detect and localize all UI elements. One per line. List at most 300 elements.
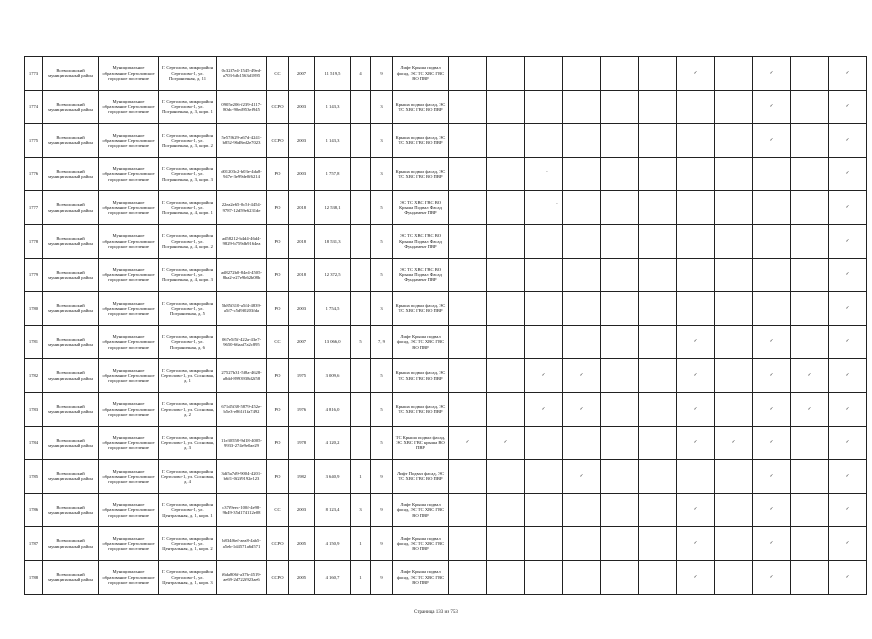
cell-check-6 bbox=[639, 57, 677, 91]
cell-entrances bbox=[351, 426, 371, 460]
cell-row-number: 1773 bbox=[25, 57, 43, 91]
cell-area: 1 757,8 bbox=[315, 157, 351, 191]
check-icon: ✓ bbox=[579, 373, 584, 379]
cell-check-5 bbox=[601, 325, 639, 359]
cell-works: Крыша подвал фасад, ЭС ТС ХВС ГВС ВО ПВР bbox=[393, 157, 449, 191]
cell-check-4 bbox=[563, 460, 601, 494]
cell-entrances: 5 bbox=[351, 325, 371, 359]
cell-works: Лифт Подвал фасад, ЭС ТС ХВС ГВС ВО ПВР bbox=[393, 460, 449, 494]
cell-check-8 bbox=[715, 191, 753, 225]
cell-year: 1978 bbox=[289, 426, 315, 460]
cell-check-11 bbox=[829, 157, 867, 191]
cell-guid: 0c32f7e4-1545-49ed-a703-bfb1563d1895 bbox=[217, 57, 267, 91]
cell-check-9 bbox=[753, 325, 791, 359]
cell-check-5 bbox=[601, 527, 639, 561]
cell-check-11 bbox=[829, 527, 867, 561]
cell-check-7 bbox=[677, 90, 715, 124]
cell-row-number: 1784 bbox=[25, 426, 43, 460]
cell-works: Лифт Крыша подвал фасад, ЭС ТС ХВС ГВС ВО ПВР bbox=[393, 527, 449, 561]
check-icon: ✓ bbox=[769, 507, 774, 513]
cell-year: 2003 bbox=[289, 124, 315, 158]
cell-check-4 bbox=[563, 325, 601, 359]
cell-settlement: Муниципальное образование Сертоловское городское поселение bbox=[99, 90, 159, 124]
cell-check-7 bbox=[677, 493, 715, 527]
cell-check-8 bbox=[715, 90, 753, 124]
cell-works: Крыша подвал фасад, ЭС ТС ХВС ГВС ВО ПВР bbox=[393, 392, 449, 426]
cell-area: 12 538,1 bbox=[315, 191, 351, 225]
cell-address: Г. Сертолово, микрорайон Сертолово-1, ул. Сосновая, д. 4 bbox=[159, 460, 217, 494]
cell-settlement: Муниципальное образование Сертоловское городское поселение bbox=[99, 560, 159, 594]
cell-settlement: Муниципальное образование Сертоловское городское поселение bbox=[99, 124, 159, 158]
check-icon: ✓ bbox=[845, 104, 850, 110]
cell-row-number: 1786 bbox=[25, 493, 43, 527]
cell-check-8 bbox=[715, 292, 753, 326]
cell-check-3 bbox=[525, 493, 563, 527]
check-icon: ✓ bbox=[845, 541, 850, 546]
check-icon: ✓ bbox=[693, 574, 698, 580]
check-icon: ✓ bbox=[845, 238, 850, 244]
cell-check-6 bbox=[639, 224, 677, 258]
cell-check-2 bbox=[487, 224, 525, 258]
cell-check-3 bbox=[525, 292, 563, 326]
cell-district: Всеволожский муниципальный район bbox=[43, 325, 99, 359]
cell-floors: 5 bbox=[371, 191, 393, 225]
cell-settlement: Муниципальное образование Сертоловское городское поселение bbox=[99, 426, 159, 460]
cell-entrances: 1 bbox=[351, 560, 371, 594]
cell-check-7 bbox=[677, 460, 715, 494]
cell-check-8 bbox=[715, 57, 753, 91]
check-icon: ✓ bbox=[465, 440, 470, 446]
cell-district: Всеволожский муниципальный район bbox=[43, 292, 99, 326]
cell-check-5 bbox=[601, 359, 639, 393]
cell-address: Г. Сертолово, микрорайон Сертолово-1, ул. Центральная, д. 1, корп. 1 bbox=[159, 493, 217, 527]
cell-row-number: 1781 bbox=[25, 325, 43, 359]
table-row bbox=[25, 191, 867, 225]
cell-works: Крыша подвал фасад, ЭС ТС ХВС ГВС ВО ПВР bbox=[393, 124, 449, 158]
cell-year: 2003 bbox=[289, 157, 315, 191]
cell-district: Всеволожский муниципальный район bbox=[43, 124, 99, 158]
cell-check-5 bbox=[601, 57, 639, 91]
cell-works: ЭС ТС ХВС ГВС ВО Крыша Подвал Фасад Фундамент ПВР bbox=[393, 224, 449, 258]
cell-check-2 bbox=[487, 258, 525, 292]
cell-check-6 bbox=[639, 426, 677, 460]
cell-guid: 671d5f38-5879-452e-b5e3-e861f1fa7492 bbox=[217, 392, 267, 426]
cell-check-10 bbox=[791, 527, 829, 561]
table-row bbox=[25, 527, 867, 561]
cell-check-5 bbox=[601, 426, 639, 460]
dash-mark: - bbox=[546, 169, 548, 175]
cell-row-number: 1782 bbox=[25, 359, 43, 393]
cell-check-6 bbox=[639, 527, 677, 561]
cell-row-number: 1774 bbox=[25, 90, 43, 124]
check-icon: ✓ bbox=[845, 507, 850, 513]
cell-check-11 bbox=[829, 191, 867, 225]
check-icon: ✓ bbox=[807, 373, 812, 379]
cell-year: 2005 bbox=[289, 560, 315, 594]
cell-check-4 bbox=[563, 493, 601, 527]
cell-floors: 5 bbox=[371, 359, 393, 393]
cell-floors: 3 bbox=[371, 124, 393, 158]
cell-check-4 bbox=[563, 426, 601, 460]
cell-settlement: Муниципальное образование Сертоловское городское поселение bbox=[99, 325, 159, 359]
cell-check-1 bbox=[449, 493, 487, 527]
check-icon: ✓ bbox=[503, 440, 508, 446]
cell-check-5 bbox=[601, 493, 639, 527]
cell-check-5 bbox=[601, 191, 639, 225]
cell-row-number: 1779 bbox=[25, 258, 43, 292]
cell-check-7 bbox=[677, 426, 715, 460]
cell-check-9 bbox=[753, 392, 791, 426]
cell-entrances bbox=[351, 292, 371, 326]
cell-address: Г. Сертолово, микрорайон Сертолово-1, ул. Пограничная, д. 4, корп. 2 bbox=[159, 224, 217, 258]
cell-floors: 3 bbox=[371, 292, 393, 326]
cell-check-5 bbox=[601, 258, 639, 292]
check-icon: ✓ bbox=[693, 541, 698, 546]
check-icon: ✓ bbox=[845, 373, 850, 379]
cell-district: Всеволожский муниципальный район bbox=[43, 191, 99, 225]
cell-address: Г. Сертолово, микрорайон Сертолово-1, ул. Сосновая, д. 3 bbox=[159, 426, 217, 460]
cell-check-9 bbox=[753, 493, 791, 527]
cell-entrances bbox=[351, 90, 371, 124]
check-icon: ✓ bbox=[579, 473, 584, 479]
cell-check-9 bbox=[753, 527, 791, 561]
cell-check-1 bbox=[449, 224, 487, 258]
cell-check-6 bbox=[639, 359, 677, 393]
cell-check-11 bbox=[829, 426, 867, 460]
cell-check-3 bbox=[525, 224, 563, 258]
dash-mark: - bbox=[556, 201, 558, 207]
check-icon: ✓ bbox=[845, 339, 850, 345]
cell-area: 3 640,9 bbox=[315, 460, 351, 494]
cell-area: 13 066,0 bbox=[315, 325, 351, 359]
table-row bbox=[25, 493, 867, 527]
cell-check-11 bbox=[829, 292, 867, 326]
cell-address: Г. Сертолово, микрорайон Сертолово-1, ул. Пограничная, д. 6 bbox=[159, 325, 217, 359]
cell-area: 18 531,3 bbox=[315, 224, 351, 258]
cell-check-10 bbox=[791, 90, 829, 124]
cell-works: Лифт Крыша подвал фасад, ЭС ТС ХВС ГВС ВО ПВР bbox=[393, 560, 449, 594]
cell-check-2 bbox=[487, 157, 525, 191]
cell-settlement: Муниципальное образование Сертоловское городское поселение bbox=[99, 392, 159, 426]
cell-check-3 bbox=[525, 527, 563, 561]
cell-check-11 bbox=[829, 258, 867, 292]
table-row bbox=[25, 57, 867, 91]
cell-check-7 bbox=[677, 258, 715, 292]
cell-check-6 bbox=[639, 90, 677, 124]
cell-settlement: Муниципальное образование Сертоловское городское поселение bbox=[99, 191, 159, 225]
cell-floors: 5 bbox=[371, 392, 393, 426]
check-icon: ✓ bbox=[845, 406, 850, 412]
cell-works: Лифт Крыша подвал фасад, ЭС ТС ХВС ГВС ВО ПВР bbox=[393, 57, 449, 91]
cell-check-4 bbox=[563, 560, 601, 594]
table-row bbox=[25, 90, 867, 124]
cell-area: 1 143,3 bbox=[315, 90, 351, 124]
cell-check-5 bbox=[601, 460, 639, 494]
cell-check-1 bbox=[449, 325, 487, 359]
check-icon: ✓ bbox=[845, 440, 850, 446]
cell-row-number: 1787 bbox=[25, 527, 43, 561]
cell-entrances: 4 bbox=[351, 57, 371, 91]
cell-entrances bbox=[351, 224, 371, 258]
cell-ownership-type: РО bbox=[267, 191, 289, 225]
cell-check-10 bbox=[791, 57, 829, 91]
cell-area: 4 120,2 bbox=[315, 426, 351, 460]
cell-area: 4 160,7 bbox=[315, 560, 351, 594]
cell-check-11 bbox=[829, 224, 867, 258]
cell-entrances: 3 bbox=[351, 493, 371, 527]
cell-ownership-type: РО bbox=[267, 359, 289, 393]
cell-check-2 bbox=[487, 124, 525, 158]
cell-check-10 bbox=[791, 224, 829, 258]
cell-check-9 bbox=[753, 224, 791, 258]
cell-guid: d01203c2-b03e-4da8-947e-3e99de0f6214 bbox=[217, 157, 267, 191]
cell-check-1 bbox=[449, 191, 487, 225]
check-icon: ✓ bbox=[769, 406, 774, 412]
cell-row-number: 1783 bbox=[25, 392, 43, 426]
cell-works: Крыша подвал фасад, ЭС ТС ХВС ГВС ВО ПВР bbox=[393, 90, 449, 124]
cell-address: Г. Сертолово, микрорайон Сертолово-1, ул. Центральная, д. 1, корп. 3 bbox=[159, 560, 217, 594]
cell-entrances: 1 bbox=[351, 527, 371, 561]
cell-row-number: 1777 bbox=[25, 191, 43, 225]
cell-works: ЭС ТС ХВС ГВС ВО Крыша Подвал Фасад Фундамент ПВР bbox=[393, 258, 449, 292]
cell-check-8 bbox=[715, 460, 753, 494]
cell-check-9 bbox=[753, 90, 791, 124]
cell-settlement: Муниципальное образование Сертоловское городское поселение bbox=[99, 460, 159, 494]
cell-check-5 bbox=[601, 90, 639, 124]
cell-row-number: 1778 bbox=[25, 224, 43, 258]
cell-check-4 bbox=[563, 157, 601, 191]
cell-check-5 bbox=[601, 560, 639, 594]
cell-check-10 bbox=[791, 325, 829, 359]
cell-check-9 bbox=[753, 157, 791, 191]
cell-check-1 bbox=[449, 258, 487, 292]
cell-check-5 bbox=[601, 124, 639, 158]
check-icon: ✓ bbox=[845, 171, 850, 177]
cell-check-2 bbox=[487, 359, 525, 393]
cell-guid: 0905e206-f239-4117-80dc-90ed953ef945 bbox=[217, 90, 267, 124]
cell-district: Всеволожский муниципальный район bbox=[43, 493, 99, 527]
cell-check-3 bbox=[525, 325, 563, 359]
cell-address: Г. Сертолово, микрорайон Сертолово-1, ул. Пограничная, д. 11 bbox=[159, 57, 217, 91]
cell-check-4 bbox=[563, 292, 601, 326]
cell-year: 2007 bbox=[289, 57, 315, 91]
check-icon: ✓ bbox=[769, 104, 774, 110]
cell-check-8 bbox=[715, 224, 753, 258]
cell-check-3 bbox=[525, 157, 563, 191]
cell-works: Крыша подвал фасад, ЭС ТС ХВС ГВС ВО ПВР bbox=[393, 359, 449, 393]
check-icon: ✓ bbox=[769, 137, 774, 143]
cell-check-4 bbox=[563, 57, 601, 91]
cell-check-3 bbox=[525, 90, 563, 124]
cell-check-2 bbox=[487, 392, 525, 426]
cell-check-2 bbox=[487, 90, 525, 124]
check-icon: ✓ bbox=[769, 574, 774, 580]
cell-entrances bbox=[351, 392, 371, 426]
cell-check-7 bbox=[677, 527, 715, 561]
cell-floors: 9 bbox=[371, 493, 393, 527]
cell-check-10 bbox=[791, 191, 829, 225]
cell-check-1 bbox=[449, 359, 487, 393]
cell-check-2 bbox=[487, 493, 525, 527]
cell-check-4 bbox=[563, 392, 601, 426]
cell-check-8 bbox=[715, 426, 753, 460]
cell-address: Г. Сертолово, микрорайон Сертолово-1, ул. Пограничная, д. 4, корп. 1 bbox=[159, 191, 217, 225]
cell-year: 2003 bbox=[289, 493, 315, 527]
cell-address: Г. Сертолово, микрорайон Сертолово-1, ул. Пограничная, д. 3, корп. 1 bbox=[159, 90, 217, 124]
cell-check-8 bbox=[715, 493, 753, 527]
housing-register-table bbox=[24, 56, 867, 595]
cell-check-3 bbox=[525, 426, 563, 460]
table-row bbox=[25, 392, 867, 426]
cell-guid: 3df5a7d9-9004-4201-b6f1-0f2f9192e123 bbox=[217, 460, 267, 494]
cell-settlement: Муниципальное образование Сертоловское городское поселение bbox=[99, 527, 159, 561]
cell-address: Г. Сертолово, микрорайон Сертолово-1, ул. Пограничная, д. 4, корп. 3 bbox=[159, 258, 217, 292]
cell-settlement: Муниципальное образование Сертоловское городское поселение bbox=[99, 493, 159, 527]
cell-settlement: Муниципальное образование Сертоловское городское поселение bbox=[99, 57, 159, 91]
cell-row-number: 1776 bbox=[25, 157, 43, 191]
cell-check-11 bbox=[829, 57, 867, 91]
cell-check-6 bbox=[639, 124, 677, 158]
check-icon: ✓ bbox=[845, 70, 850, 76]
cell-check-8 bbox=[715, 359, 753, 393]
cell-address: Г. Сертолово, микрорайон Сертолово-1, ул. Пограничная, д. 3, корп. 3 bbox=[159, 157, 217, 191]
cell-check-3 bbox=[525, 258, 563, 292]
cell-check-6 bbox=[639, 157, 677, 191]
check-icon: ✓ bbox=[769, 373, 774, 379]
cell-check-10 bbox=[791, 157, 829, 191]
cell-district: Всеволожский муниципальный район bbox=[43, 460, 99, 494]
cell-floors: 3 bbox=[371, 157, 393, 191]
check-icon: ✓ bbox=[579, 406, 584, 412]
cell-guid: 27527b31-5f8a-4628-a8dd-8993938d2f58 bbox=[217, 359, 267, 393]
cell-floors: 9 bbox=[371, 460, 393, 494]
cell-check-7 bbox=[677, 124, 715, 158]
table-row bbox=[25, 426, 867, 460]
check-icon: ✓ bbox=[845, 473, 850, 479]
cell-check-7 bbox=[677, 157, 715, 191]
cell-entrances bbox=[351, 359, 371, 393]
check-icon: ✓ bbox=[845, 574, 850, 580]
cell-check-6 bbox=[639, 460, 677, 494]
cell-check-4 bbox=[563, 359, 601, 393]
cell-ownership-type: РО bbox=[267, 460, 289, 494]
cell-check-8 bbox=[715, 392, 753, 426]
cell-check-2 bbox=[487, 560, 525, 594]
check-icon: ✓ bbox=[541, 406, 546, 412]
cell-guid: 22ea2e65-0c5f-4454-9787-12d59e6231de bbox=[217, 191, 267, 225]
cell-works: ТС Крыша подвал фасад, ЭС ХВС ГВС крыша ВО ПВР bbox=[393, 426, 449, 460]
table-row bbox=[25, 325, 867, 359]
cell-check-7 bbox=[677, 224, 715, 258]
cell-floors: 9 bbox=[371, 527, 393, 561]
cell-year: 2018 bbox=[289, 224, 315, 258]
cell-ownership-type: РО bbox=[267, 224, 289, 258]
cell-check-10 bbox=[791, 124, 829, 158]
cell-ownership-type: СС bbox=[267, 325, 289, 359]
cell-check-11 bbox=[829, 90, 867, 124]
cell-check-10 bbox=[791, 426, 829, 460]
table-row bbox=[25, 224, 867, 258]
cell-year: 1976 bbox=[289, 392, 315, 426]
check-icon: ✓ bbox=[693, 406, 698, 412]
cell-ownership-type: РО bbox=[267, 157, 289, 191]
cell-check-2 bbox=[487, 460, 525, 494]
cell-check-9 bbox=[753, 359, 791, 393]
cell-check-9 bbox=[753, 57, 791, 91]
cell-floors: 7, 9 bbox=[371, 325, 393, 359]
cell-ownership-type: РО bbox=[267, 258, 289, 292]
cell-settlement: Муниципальное образование Сертоловское городское поселение bbox=[99, 157, 159, 191]
cell-settlement: Муниципальное образование Сертоловское городское поселение bbox=[99, 224, 159, 258]
cell-ownership-type: СС bbox=[267, 57, 289, 91]
cell-check-1 bbox=[449, 460, 487, 494]
cell-guid: 067e5f5f-422a-43e7-9650-66aaf7a2c895 bbox=[217, 325, 267, 359]
cell-check-6 bbox=[639, 392, 677, 426]
cell-year: 2007 bbox=[289, 325, 315, 359]
table-row bbox=[25, 124, 867, 158]
cell-check-6 bbox=[639, 292, 677, 326]
cell-check-4 bbox=[563, 191, 601, 225]
cell-guid: f6da806f-a37b-4519-ae69-2d722f923ae6 bbox=[217, 560, 267, 594]
cell-check-4 bbox=[563, 124, 601, 158]
cell-guid: 11e30558-9d18-4005-9933-274e9e0ae29 bbox=[217, 426, 267, 460]
cell-year: 2018 bbox=[289, 258, 315, 292]
cell-district: Всеволожский муниципальный район bbox=[43, 224, 99, 258]
cell-district: Всеволожский муниципальный район bbox=[43, 258, 99, 292]
cell-check-3 bbox=[525, 57, 563, 91]
cell-check-11 bbox=[829, 560, 867, 594]
cell-floors: 9 bbox=[371, 57, 393, 91]
cell-district: Всеволожский муниципальный район bbox=[43, 57, 99, 91]
cell-check-7 bbox=[677, 560, 715, 594]
check-icon: ✓ bbox=[845, 205, 850, 211]
cell-year: 2018 bbox=[289, 191, 315, 225]
cell-check-9 bbox=[753, 258, 791, 292]
table-row bbox=[25, 560, 867, 594]
cell-address: Г. Сертолово, микрорайон Сертолово-1, ул. Пограничная, д. 3, корп. 2 bbox=[159, 124, 217, 158]
check-icon: ✓ bbox=[731, 440, 736, 446]
cell-check-7 bbox=[677, 191, 715, 225]
cell-check-9 bbox=[753, 560, 791, 594]
check-icon: ✓ bbox=[769, 541, 774, 546]
cell-check-2 bbox=[487, 426, 525, 460]
cell-check-5 bbox=[601, 392, 639, 426]
check-icon: ✓ bbox=[769, 70, 774, 76]
check-icon: ✓ bbox=[769, 473, 774, 479]
cell-check-3 bbox=[525, 124, 563, 158]
cell-entrances bbox=[351, 191, 371, 225]
cell-check-8 bbox=[715, 258, 753, 292]
cell-check-1 bbox=[449, 157, 487, 191]
cell-check-3 bbox=[525, 392, 563, 426]
cell-works: Лифт Крыша подвал фасад, ЭС ТС ХВС ГВС ВО ПВР bbox=[393, 325, 449, 359]
cell-guid: ad58212-b4d4-46d4-9829-b759db9164ea bbox=[217, 224, 267, 258]
cell-check-1 bbox=[449, 292, 487, 326]
cell-check-7 bbox=[677, 57, 715, 91]
cell-district: Всеволожский муниципальный район bbox=[43, 527, 99, 561]
check-icon: ✓ bbox=[807, 406, 812, 412]
cell-check-10 bbox=[791, 460, 829, 494]
cell-check-10 bbox=[791, 359, 829, 393]
cell-check-9 bbox=[753, 460, 791, 494]
cell-check-10 bbox=[791, 292, 829, 326]
cell-area: 3 009,6 bbox=[315, 359, 351, 393]
cell-year: 2003 bbox=[289, 90, 315, 124]
cell-check-4 bbox=[563, 527, 601, 561]
cell-ownership-type: СС bbox=[267, 493, 289, 527]
cell-floors: 5 bbox=[371, 224, 393, 258]
cell-floors: 3 bbox=[371, 90, 393, 124]
